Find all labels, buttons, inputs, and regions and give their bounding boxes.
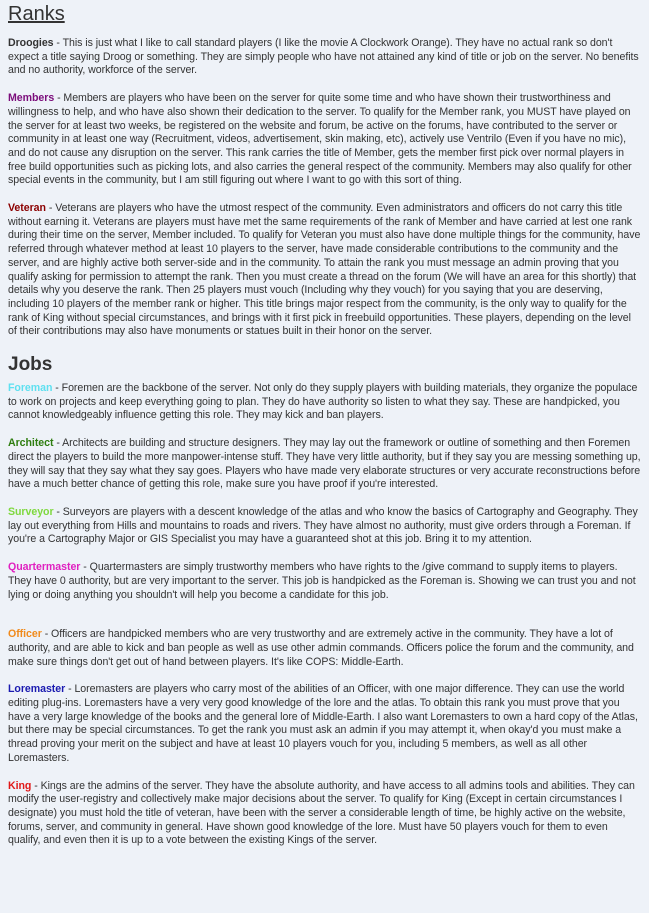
job-term-officer: Officer (8, 628, 42, 641)
rank-desc-droogies: - This is just what I like to call standard players (I like the movie A Clockwork Orange). They have no actual rank so don't expect a title saying Droog or something. They are simply people who have not attained any kind of title or job on the server. No benefits and no authority, workforce of the server. (8, 37, 639, 77)
job-desc-king: - Kings are the admins of the server. They have the absolute authority, and have access to all admins tools and abilities. They can modify the user-registry and collectively make major decisions about the server. To qualify for King (Except in certain circumstances I designate) you must hold the title of veteran, have been with the server a considerable length of time, be highly active on the website, forums, server, and community in general. Have shown good knowledge of the lore. Must have 50 players vouch for them to even qualify, and even then it is up to a vote between the existing Kings of the server. (8, 779, 635, 847)
rank-droogies (8, 37, 641, 78)
rank-term-members: Members (8, 92, 55, 105)
job-desc-surveyor: - Surveyors are players with a descent knowledge of the atlas and who know the basics of Cartography and Geography. They lay out everything from Hills and mountains to roads and rivers. They have almost no authority, must give orders through a Foreman. If you're a Cartography Major or GIS Specialist you may have a guaranteed shot at this job. Bring it to my attention. (8, 505, 638, 546)
rank-term-droogies: Droogies (8, 37, 54, 49)
job-term-surveyor: Surveyor (8, 505, 54, 518)
rank-desc-members: - Members are players who have been on the server for quite some time and who have shown their trustworthiness and willingness to help, and who have also shown their dedication to the server. To qualify for the Member rank, you MUST have played on the server for at least two weeks, be registered on the website and forum, be active on the forums, have contributed to the server or community in at least one way (Recruitment, videos, advertisement, skin making, etc), actively use Ventrilo (Even if you have no mic), and do not cause any disruption on the server. This rank carries the title of Member, gets the member first pick over normal players in free build opportunities such as picking lots, and also carries the general respect of the community. Members may also qualify for other special events in the community, but I am still figuring out where I want to go with this sort of thing. (8, 92, 632, 187)
job-term-loremaster: Loremaster (8, 683, 66, 696)
job-officer (8, 628, 641, 669)
rank-veteran (8, 202, 641, 339)
job-quartermaster (8, 561, 641, 602)
job-surveyor (8, 506, 641, 547)
job-loremaster (8, 683, 641, 765)
rank-members (8, 92, 641, 188)
job-foreman (8, 382, 641, 423)
jobs-heading: Jobs (8, 354, 53, 376)
job-desc-loremaster: - Loremasters are players who carry most of the abilities of an Officer, with one major difference. They can use the world editing plug-ins. Loremasters have a very very good knowledge of the lore and the atlas. To obtain this rank you must prove that you have a very large knowledge of the books and the general lore of Middle-Earth. I also want Loremasters to own a hard copy of the Atlas, but there may be special circumstances. To get the rank you must ask an admin if you may attempt it, when okay'd you must make a thread proving your merit on the subject and have at least 10 players vouch for you, including 5 members, as well as all other Loremasters. (8, 683, 638, 764)
job-term-king: King (8, 779, 32, 792)
ranks-heading: Ranks (8, 3, 65, 25)
job-king (8, 780, 641, 849)
job-desc-quartermaster: - Quartermasters are simply trustworthy members who have rights to the /give command to supply items to players. They have 0 authority, but are very important to the server. This job is handpicked as the Foreman is. Showing we can trust you and not lying or doing anything you shouldn't will help you become a candidate for this job. (8, 561, 636, 601)
job-term-quartermaster: Quartermaster (8, 561, 81, 574)
job-desc-foreman: - Foremen are the backbone of the server. Not only do they supply players with building materials, they organize the populace to work on projects and keep everything going to plan. They do have authority so listen to what they say. These are handpicked, you cannot knowledgeably influence getting this role. They may kick and ban players. (8, 382, 638, 422)
job-architect (8, 437, 641, 492)
rank-term-veteran: Veteran (8, 202, 46, 215)
job-desc-architect: - Architects are building and structure designers. They may lay out the framework or outline of something and then Foremen direct the players to build the more manpower-intense stuff. They have very little authority, but if they say you are messing something up, they will say that they say what they say goes. Players who have made very elaborate structures or very accurate reconstructions before have a much better chance of getting this role, make sure you have proof if you're interested. (8, 437, 641, 491)
job-desc-officer: - Officers are handpicked members who are very trustworthy and are extremely active in the community. They have a lot of authority, and are able to kick and ban people as well as use other admin commands. Officers police the forum and the community, and make sure things don't get out of hand between players. It's like COPS: Middle-Earth. (8, 628, 634, 668)
job-term-architect: Architect (8, 437, 54, 450)
job-term-foreman: Foreman (8, 382, 53, 395)
rank-desc-veteran: - Veterans are players who have the utmost respect of the community. Even administrators and officers do not carry this title without earning it. Veterans are players must have met the same requirements of the rank of Member and have carried at lest one rank during their time on the server, Member included. To qualify for Veteran you must also have done multiple things for the community, have referred through whatever method at least 10 players to the server, have made considerable contributions to the community and the server, and are highly active both server-side and in the community. To attain the rank you must message an admin proving that you qualify asking for permission to attempt the rank. Then you must create a thread on the forum (We will have an area for this shortly) that details why you deserve the rank. Then 25 players must vouch (Including why they vouch) for you saying that you are deserving, including 10 players of the member rank or higher. This title brings major respect from the community, is the only way to qualify for the rank of King without special circumstances, and brings with it first pick in freebuild opportunities. These players, depending on the level of their contributions may also have monuments or statues built in their honor on the server. (8, 202, 641, 338)
